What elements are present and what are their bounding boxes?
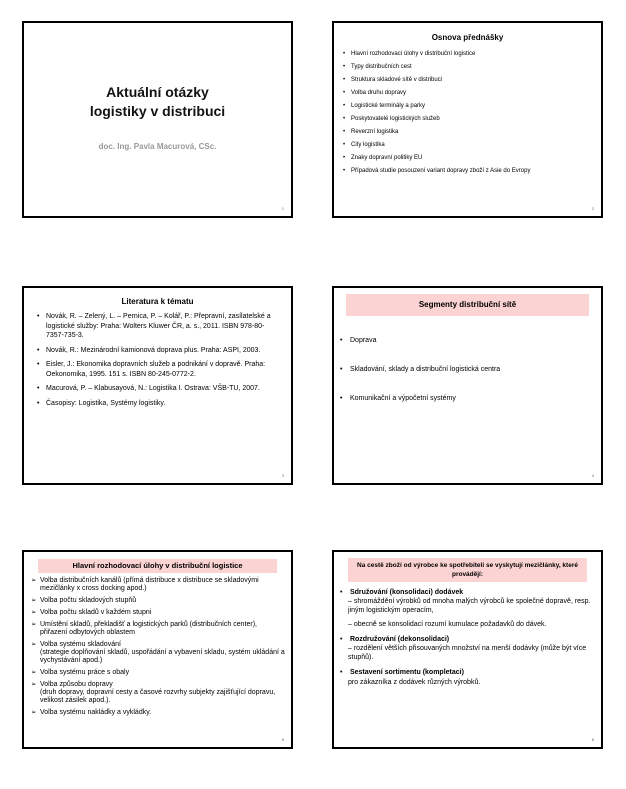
- slide-number: 6: [591, 737, 594, 742]
- item-sub: (druh dopravy, dopravní cesty a časové rozvrhy subjekty zajišťující dopravu, velikost zásilek apod.).: [40, 689, 276, 704]
- slide-title: Segmenty distribuční sítě: [346, 294, 589, 316]
- author-name: doc. Ing. Pavla Macurová, CSc.: [98, 142, 217, 151]
- list-item: [340, 635, 591, 663]
- list-item: [31, 608, 285, 617]
- slide-1-title: [22, 21, 293, 218]
- slide-number: 1: [281, 206, 284, 211]
- item-main: Volba systému skladování: [40, 641, 121, 648]
- list-item: • Novák, R. – Zelený, L. – Pernica, P. – Kolář, P.: Přepravní, zasílatelské a logistické služby: Praha: Wolters Kluwer ČR, a. s., 2011. ISBN 978-80-7357-735-3.: [37, 312, 281, 341]
- list-item: • Doprava: [340, 336, 601, 346]
- slide-6-intermediaries: [332, 550, 603, 749]
- list-item: [31, 576, 285, 593]
- tasks-list: [24, 576, 291, 717]
- list-item: • Poskytovatelé logistických služeb: [343, 113, 601, 126]
- list-item: • Struktura skladové sítě v distribuci: [343, 74, 601, 87]
- title-line-2: logistiky v distribuci: [89, 103, 226, 119]
- intermediary-list: [334, 588, 601, 687]
- slide-4-segments: [332, 286, 603, 485]
- slide-number: 4: [591, 473, 594, 478]
- list-item: • Novák, R.: Mezinárodní kamionová doprava plus. Praha: ASPI, 2003.: [37, 346, 281, 356]
- slide-title: Literatura k tématu: [121, 297, 194, 306]
- item-main: Volba distribučních kanálů (přímá distribuce x distribuce se skladovými mezičlánky x cross docking apod.): [40, 577, 259, 592]
- list-item: [340, 588, 591, 629]
- list-item: [31, 596, 285, 605]
- item-head: Sestavení sortimentu (kompletaci): [349, 669, 464, 677]
- list-item: [31, 620, 285, 637]
- list-item: [340, 668, 591, 686]
- item-head: Rozdružování (dekonsolidaci): [349, 635, 450, 643]
- title-line-1: Aktuální otázky: [106, 84, 209, 100]
- slide-banner: Na cestě zboží od výrobce ke spotřebiteli se vyskytují mezičlánky, které provádějí:: [348, 558, 587, 582]
- segments-list: [334, 336, 601, 404]
- slide-number: 3: [281, 473, 284, 478]
- item-sub: (strategie doplňování skladů, uspořádání a vybavení skladu, systém ukládání a vychystávání apod.): [40, 649, 285, 664]
- list-item: • Reverzní logistika: [343, 126, 601, 139]
- item-main: Umístění skladů, překladišť a logistických parků (distribučních center), přiřazení odbytových oblastem: [40, 621, 257, 636]
- literature-list: [24, 312, 291, 408]
- list-item: • Typy distribučních cest: [343, 61, 601, 74]
- list-item: [31, 668, 285, 677]
- item-main: Volba způsobu dopravy: [40, 681, 113, 688]
- slide-number: 2: [591, 206, 594, 211]
- slide-title: Hlavní rozhodovací úlohy v distribuční logistice: [38, 559, 277, 573]
- slide-3-literature: [22, 286, 293, 485]
- list-item: • Znaky dopravní politiky EU: [343, 152, 601, 165]
- list-item: • Případová studie posouzení variant dopravy zboží z Asie do Evropy: [343, 165, 601, 178]
- item-line: pro zákazníka z dodávek různých výrobků.: [348, 678, 481, 686]
- slide-5-decision-tasks: [22, 550, 293, 749]
- item-line: – obecně se konsolidací rozumí kumulace požadavků do dávek.: [348, 620, 547, 628]
- item-main: Volba systému práce s obaly: [40, 669, 130, 676]
- list-item: • Macurová, P. – Klabusayová, N.: Logistika I. Ostrava: VŠB-TU, 2007.: [37, 384, 281, 394]
- list-item: • Logistické terminály a parky: [343, 100, 601, 113]
- item-main: Volba počtu skladů v každém stupni: [40, 609, 152, 616]
- item-head: Sdružování (konsolidaci) dodávek: [349, 589, 464, 596]
- list-item: • Volba druhu dopravy: [343, 87, 601, 100]
- slide-2-outline: [332, 21, 603, 218]
- slide-number: 5: [281, 737, 284, 742]
- presentation-title: [24, 83, 291, 121]
- list-item: • Časopisy: Logistika, Systémy logistiky.: [37, 399, 281, 409]
- item-line: – shromáždění výrobků od mnoha malých výrobců ke společné dopravě, resp. jiným logistickým operacím,: [348, 598, 591, 615]
- list-item: [31, 680, 285, 705]
- list-item: [31, 640, 285, 665]
- item-main: Volba systému nakládky a vykládky.: [40, 709, 152, 716]
- list-item: • Komunikační a výpočetní systémy: [340, 394, 601, 404]
- item-line: – rozdělení větších přisouvaných množství na menší dodávky (může být více stupňů).: [348, 645, 587, 662]
- list-item: • Hlavní rozhodovací úlohy v distribuční logistice: [343, 48, 601, 61]
- list-item: • Eisler, J.: Ekonomika dopravních služeb a podnikání v dopravě. Praha: Oekonomika, 1995. 151 s. ISBN 80-245-0772-2.: [37, 360, 281, 379]
- outline-list: [334, 48, 601, 178]
- list-item: [31, 708, 285, 717]
- slide-title: Osnova přednášky: [431, 33, 504, 42]
- list-item: • Skladování, sklady a distribuční logistická centra: [340, 365, 601, 375]
- item-main: Volba počtu skladových stupňů: [40, 597, 137, 604]
- list-item: • City logistika: [343, 139, 601, 152]
